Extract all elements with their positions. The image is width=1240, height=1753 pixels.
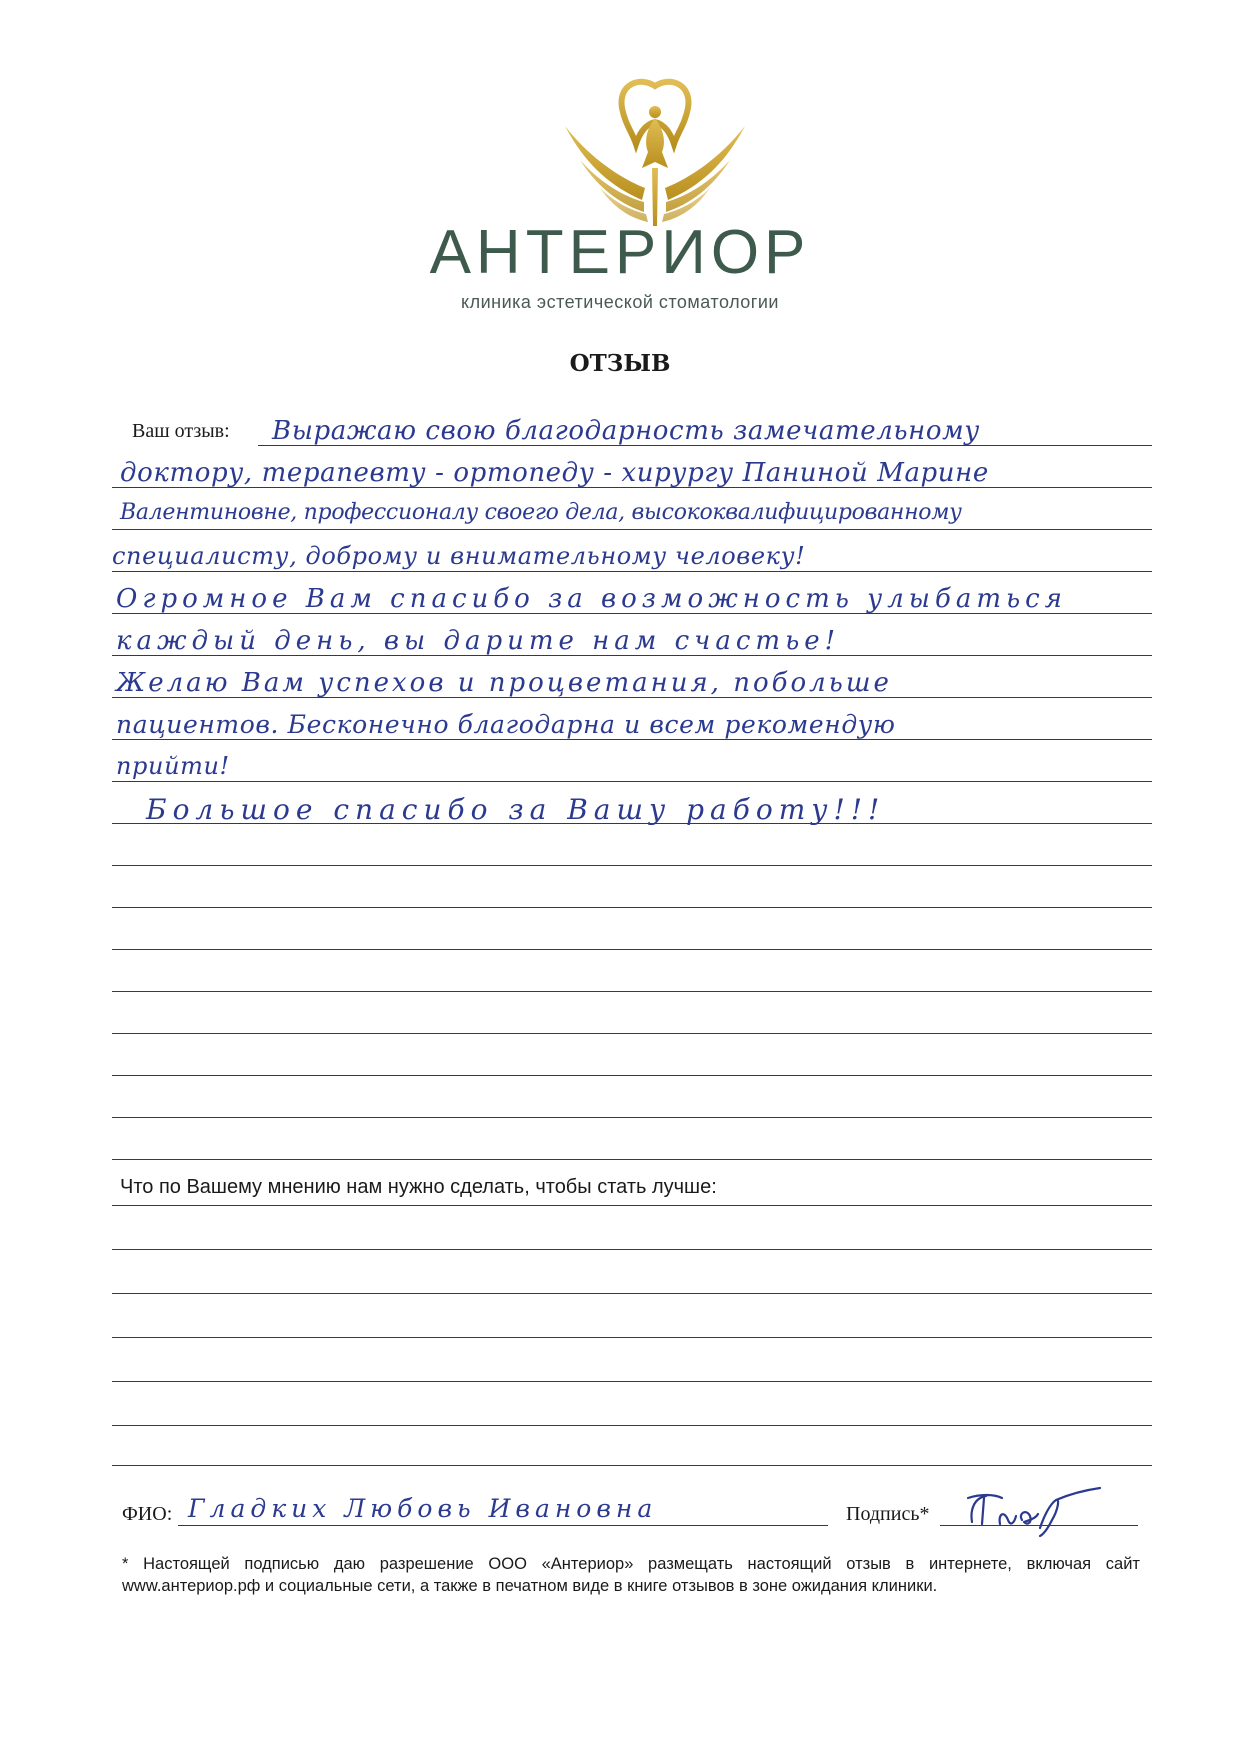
review-line: Большое спасибо за Вашу работу!!! [146,793,886,826]
review-line: Выражаю свою благодарность замечательному [272,416,980,446]
review-line: Валентиновне, профессионалу своего дела, высококвалифицированному [120,500,962,525]
review-line: каждый день, вы дарите нам счастье! [116,626,841,656]
review-line: пациентов. Бесконечно благодарна и всем рекомендую [116,710,896,739]
review-line: доктору, терапевту - ортопеду - хирургу Паниной Марине [120,458,989,488]
signature-image [960,1480,1120,1540]
page-title: ОТЗЫВ [569,350,671,377]
brand-name: АНТЕРИОР [429,218,811,287]
review-line: прийти! [116,752,230,780]
improvement-question-label: Что по Вашему мнению нам нужно сделать, чтобы стать лучше: [120,1176,717,1198]
consent-footnote: * Настоящей подписью даю разрешение ООО «Антериор» размещать настоящий отзыв в интернете, включая сайт www.антериор.рф и социальные сети, а также в печатном виде в книге отзывов в зоне ожидания клиники. [122,1555,1140,1595]
review-line: Огромное Вам спасибо за возможность улыбаться [116,584,1067,614]
review-line: Желаю Вам успехов и процветания, побольше [116,668,892,698]
full-name-value: Гладких Любовь Ивановна [188,1494,658,1523]
signature-label: Подпись* [846,1503,930,1525]
review-label: Ваш отзыв: [132,420,230,442]
full-name-underline [178,1525,828,1526]
full-name-label: ФИО: [122,1503,173,1525]
review-line: специалисту, доброму и внимательному человеку! [112,542,806,570]
clinic-logo-icon [560,78,750,228]
brand-tagline: клиника эстетической стоматологии [461,292,779,312]
